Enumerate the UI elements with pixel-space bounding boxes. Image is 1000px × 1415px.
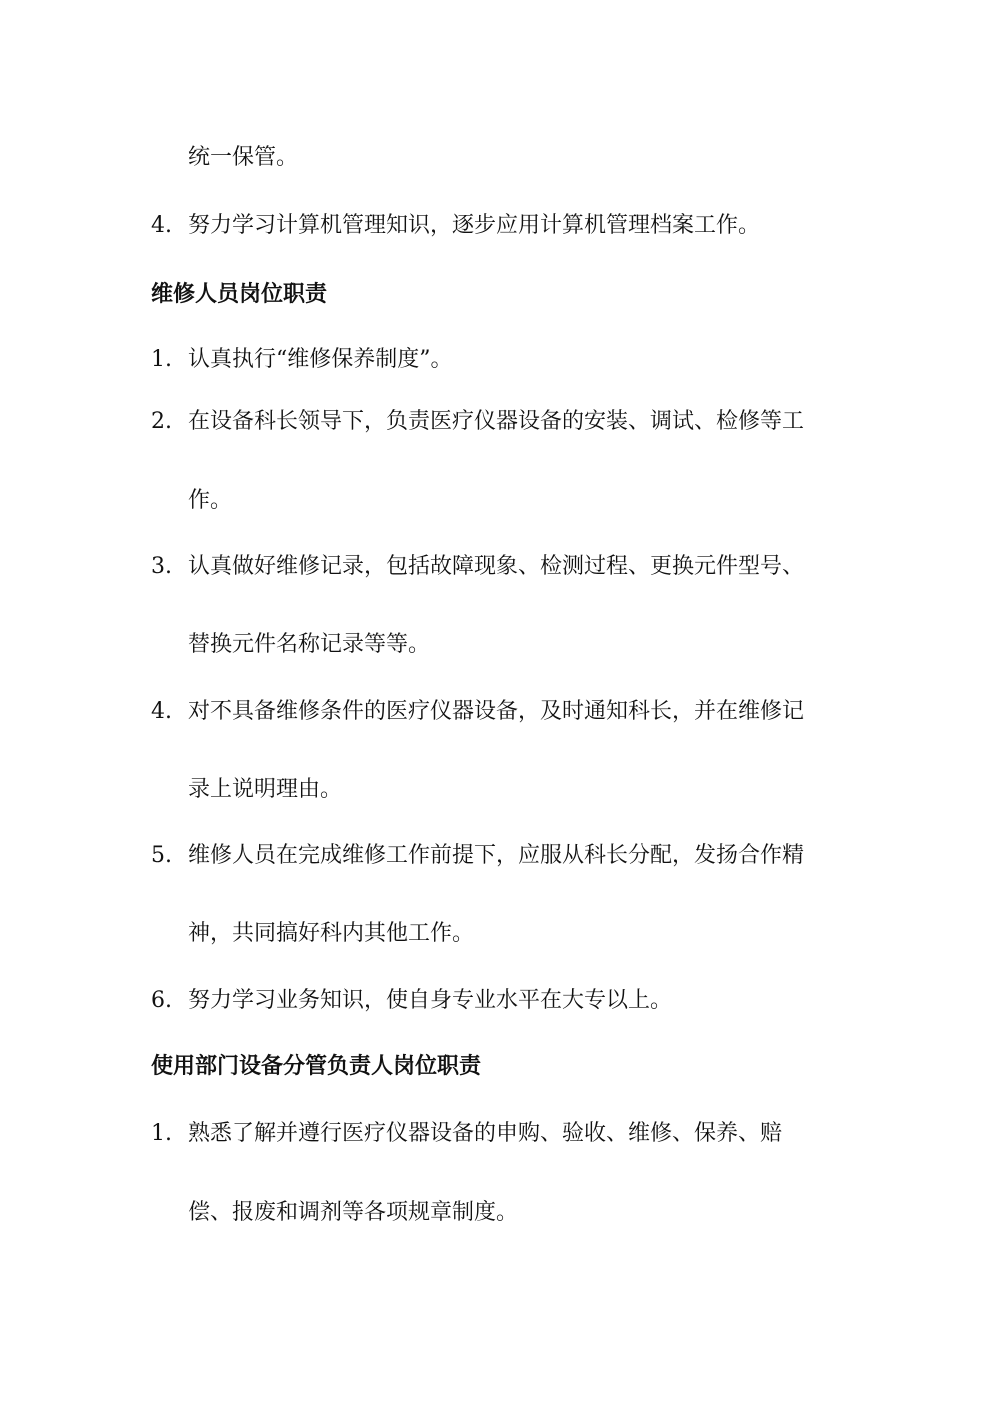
list-item-text: 维修人员在完成维修工作前提下，应服从科长分配，发扬合作精	[188, 843, 805, 868]
list-item-text: 偿、报废和调剂等各项规章制度。	[188, 1200, 519, 1225]
list-item-number: 4.	[151, 213, 172, 238]
list-item-text: 在设备科长领导下，负责医疗仪器设备的安装、调试、检修等工	[188, 409, 805, 434]
list-item-text: 努力学习计算机管理知识，逐步应用计算机管理档案工作。	[188, 213, 761, 238]
list-item-number: 1.	[151, 347, 172, 372]
list-item-text: 认真做好维修记录，包括故障现象、检测过程、更换元件型号、	[188, 554, 805, 579]
section-heading-department: 使用部门设备分管负责人岗位职责	[151, 1054, 482, 1079]
list-item-number: 3.	[151, 554, 172, 579]
list-item-text: 认真执行“维修保养制度”。	[188, 347, 453, 372]
section-heading-maintenance: 维修人员岗位职责	[151, 282, 328, 307]
list-item-number: 4.	[151, 699, 172, 724]
list-item-number: 5.	[151, 843, 172, 868]
list-item-number: 1.	[151, 1121, 172, 1146]
list-item-text: 熟悉了解并遵行医疗仪器设备的申购、验收、维修、保养、赔	[188, 1121, 783, 1146]
list-item-text: 神，共同搞好科内其他工作。	[188, 921, 475, 946]
list-item-number: 6.	[151, 988, 172, 1013]
list-item-text: 对不具备维修条件的医疗仪器设备，及时通知科长，并在维修记	[188, 699, 805, 724]
list-item-number: 2.	[151, 409, 172, 434]
list-item-text: 作。	[188, 488, 233, 513]
list-item-text: 替换元件名称记录等等。	[188, 632, 431, 657]
continuation-text: 统一保管。	[188, 145, 299, 170]
list-item-text: 努力学习业务知识，使自身专业水平在大专以上。	[188, 988, 673, 1013]
list-item-text: 录上说明理由。	[188, 777, 343, 802]
